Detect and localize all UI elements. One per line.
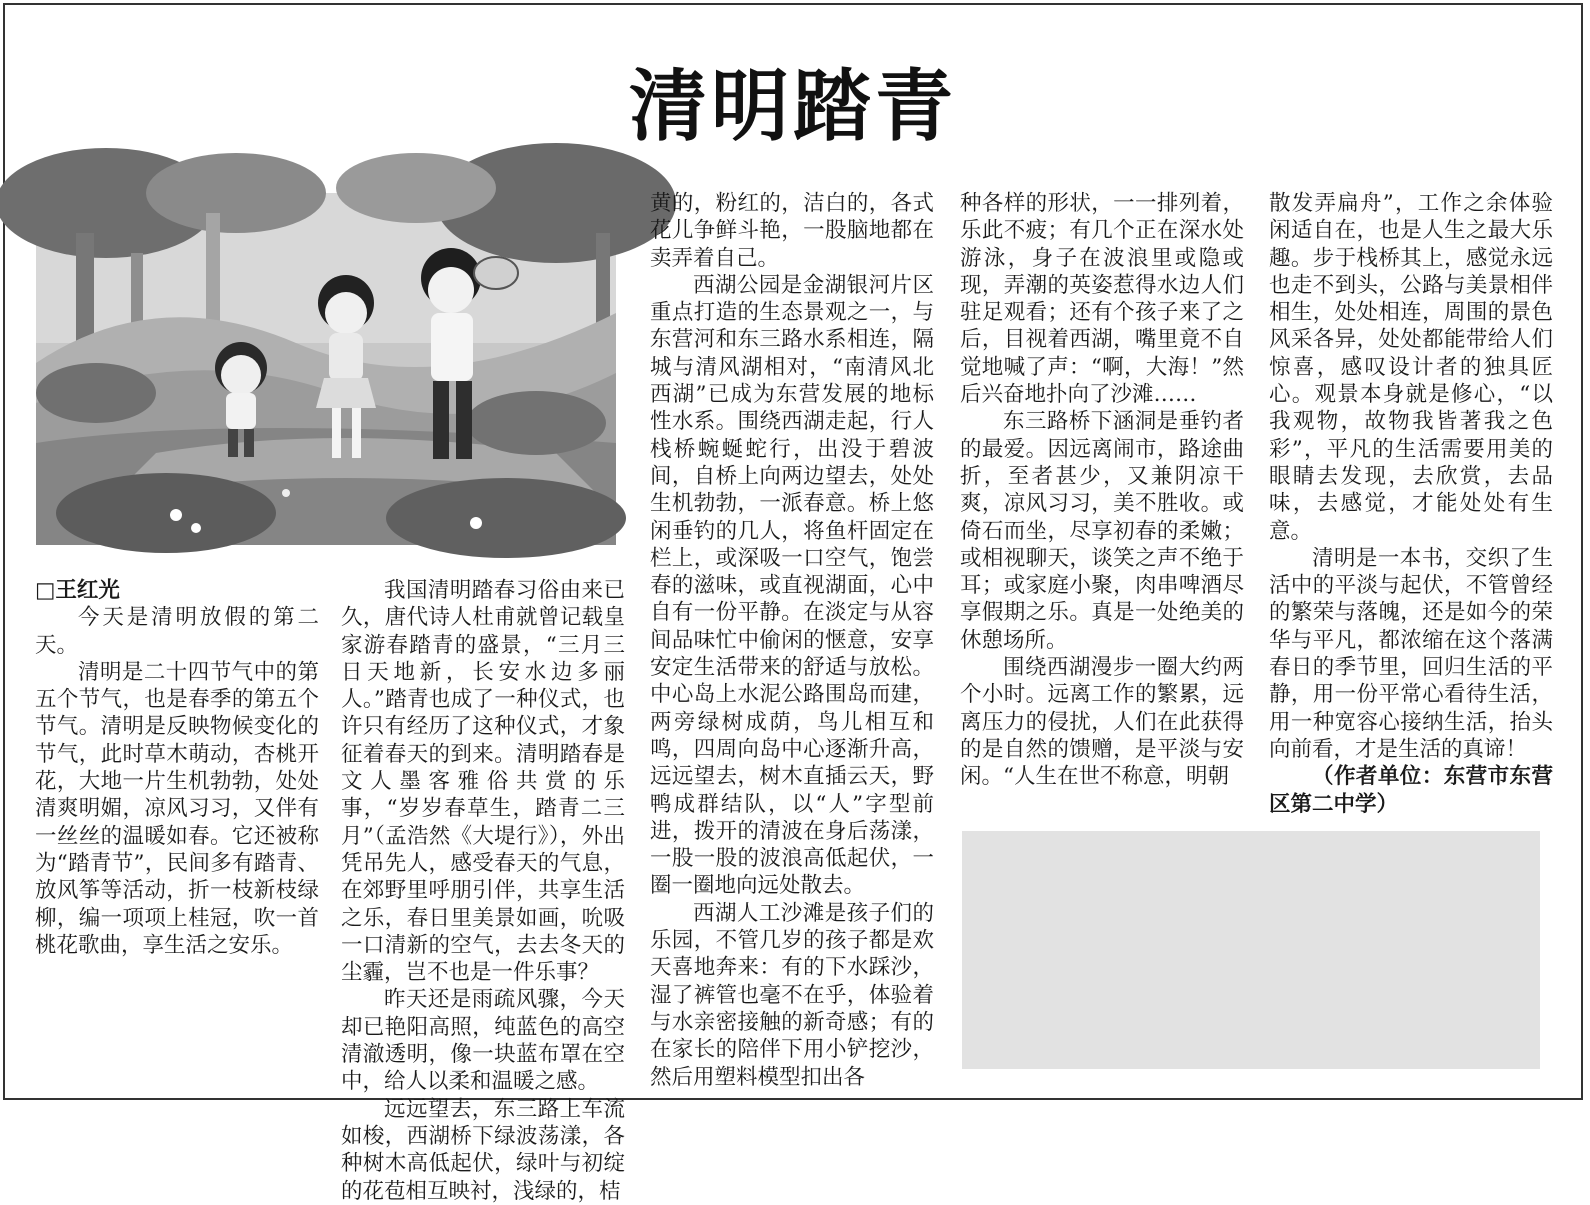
paragraph: 西湖公园是金湖银河片区重点打造的生态景观之一，与东营河和东三路水系相连，隔城与清风湖相对，“南清风北西湖”已成为东营发展的地标性水系。围绕西湖走起，行人栈桥蜿蜒蛇行，出没于碧波间，自桥上向两边望去，处处生机勃勃，一派春意。桥上悠闲垂钓的几人，将鱼杆固定在栏上，或深吸一口空气，饱尝春的滋味，或直视湖面，心中自有一份平静。在淡定与从容间品味忙中偷闲的惬意，安享安定生活带来的舒适与放松。中心岛上水泥公路围岛而建，两旁绿树成荫，鸟儿相互和鸣，四周向岛中心逐渐升高，远远望去，树木直插云天，野鸭成群结队，以“人”字型前进，拨开的清波在身后荡漾，一股一股的波浪高低起伏，一圈一圈地向远处散去。 [650,272,934,899]
article-column-3 [650,190,934,1090]
paragraph: 今天是清明放假的第二天。 [35,605,319,658]
paragraph: 黄的，粉红的，洁白的，各式花儿争鲜斗艳，一股脑地都在卖弄着自己。 [650,191,934,271]
paragraph: 种各样的形状，一一排列着，乐此不疲；有几个正在深水处游泳，身子在波浪里或隐或现，弄潮的英姿惹得水边人们驻足观看；还有个孩子来了之后，目视着西湖，嘴里竟不自觉地喊了声：“啊，大海！”然后兴奋地扑向了沙滩…… [960,191,1244,408]
paragraph: 西湖人工沙滩是孩子们的乐园，不管几岁的孩子都是欢天喜地奔来：有的下水踩沙，湿了裤管也毫不在乎，体验着与水亲密接触的新奇感；有的在家长的陪伴下用小铲挖沙，然后用塑料模型扣出各 [650,900,934,1090]
paragraph: 散发弄扁舟”，工作之余体验闲适自在，也是人生之最大乐趣。步于栈桥其上，感觉永远也走不到头，公路与美景相伴相生，处处相连，周围的景色风采各异，处处都能带给人们惊喜，感叹设计者的独具匠心。观景本身就是修心，“以我观物，故物我皆著我之色彩”，平凡的生活需要用美的眼睛去发现，去欣赏，去品味，去感觉，才能处处有生意。 [1269,191,1553,544]
article-column-1 [35,577,319,1087]
author-affiliation: （作者单位：东营市东营区第二中学） [1269,764,1553,817]
paragraph: 我国清明踏春习俗由来已久，唐代诗人杜甫就曾记载皇家游春踏青的盛景，“三月三日天地新，长安水边多丽人。”踏青也成了一种仪式，也许只有经历了这种仪式，才象征着春天的到来。清明踏春是文人墨客雅俗共赏的乐事，“岁岁春草生，踏青二三月”（孟浩然《大堤行》），外出凭吊先人，感受春天的气息，在郊野里呼朋引伴，共享生活之乐，春日里美景如画，吮吸一口清新的空气，去去冬天的尘霾，岂不也是一件乐事？ [341,578,625,986]
article-column-5 [1269,190,1553,817]
paragraph: 围绕西湖漫步一圈大约两个小时。远离工作的繁累，远离压力的侵扰，人们在此获得的是自然的馈赠，是平淡与安闲。“人生在世不称意，明朝 [960,655,1244,790]
article-column-4 [960,190,1244,830]
paragraph: 昨天还是雨疏风骤，今天却已艳阳高照，纯蓝色的高空清澈透明，像一块蓝布罩在空中，给人以柔和温暖之感。 [341,987,625,1095]
headline: 清明踏青 [628,62,957,152]
paragraph: 东三路桥下涵洞是垂钓者的最爱。因远离闹市，路途曲折，至者甚少，又兼阴凉干爽，凉风习习，美不胜收。或倚石而坐，尽享初春的柔嫩；或相视聊天，谈笑之声不绝于耳；或家庭小聚，肉串啤酒尽享假期之乐。真是一处绝美的休憩场所。 [960,409,1244,653]
family-walking-illustration [36,193,616,545]
blank-ad-box [962,831,1540,1069]
newspaper-page [3,3,1583,1204]
article-column-2 [341,577,625,1204]
paragraph: 远远望去，东三路上车流如梭，西湖桥下绿波荡漾，各种树木高低起伏，绿叶与初绽的花苞相互映衬，浅绿的，桔 [341,1096,625,1204]
byline: □王红光 [35,578,120,603]
paragraph: 清明是一本书，交织了生活中的平淡与起伏，不管曾经的繁荣与落魄，还是如今的荣华与平凡，都浓缩在这个落满春日的季节里，回归生活的平静，用一份平常心看待生活，用一种宽容心接纳生活，抬头向前看，才是生活的真谛！ [1269,545,1553,762]
paragraph: 清明是二十四节气中的第五个节气，也是春季的第五个节气。清明是反映物候变化的节气，此时草木萌动，杏桃开花，大地一片生机勃勃，处处清爽明媚，凉风习习，又伴有一丝丝的温暖如春。它还被称为“踏青节”，民间多有踏青、放风筝等活动，折一枝新枝绿柳，编一项项上桂冠，吹一首桃花歌曲，享生活之安乐。 [35,659,319,958]
